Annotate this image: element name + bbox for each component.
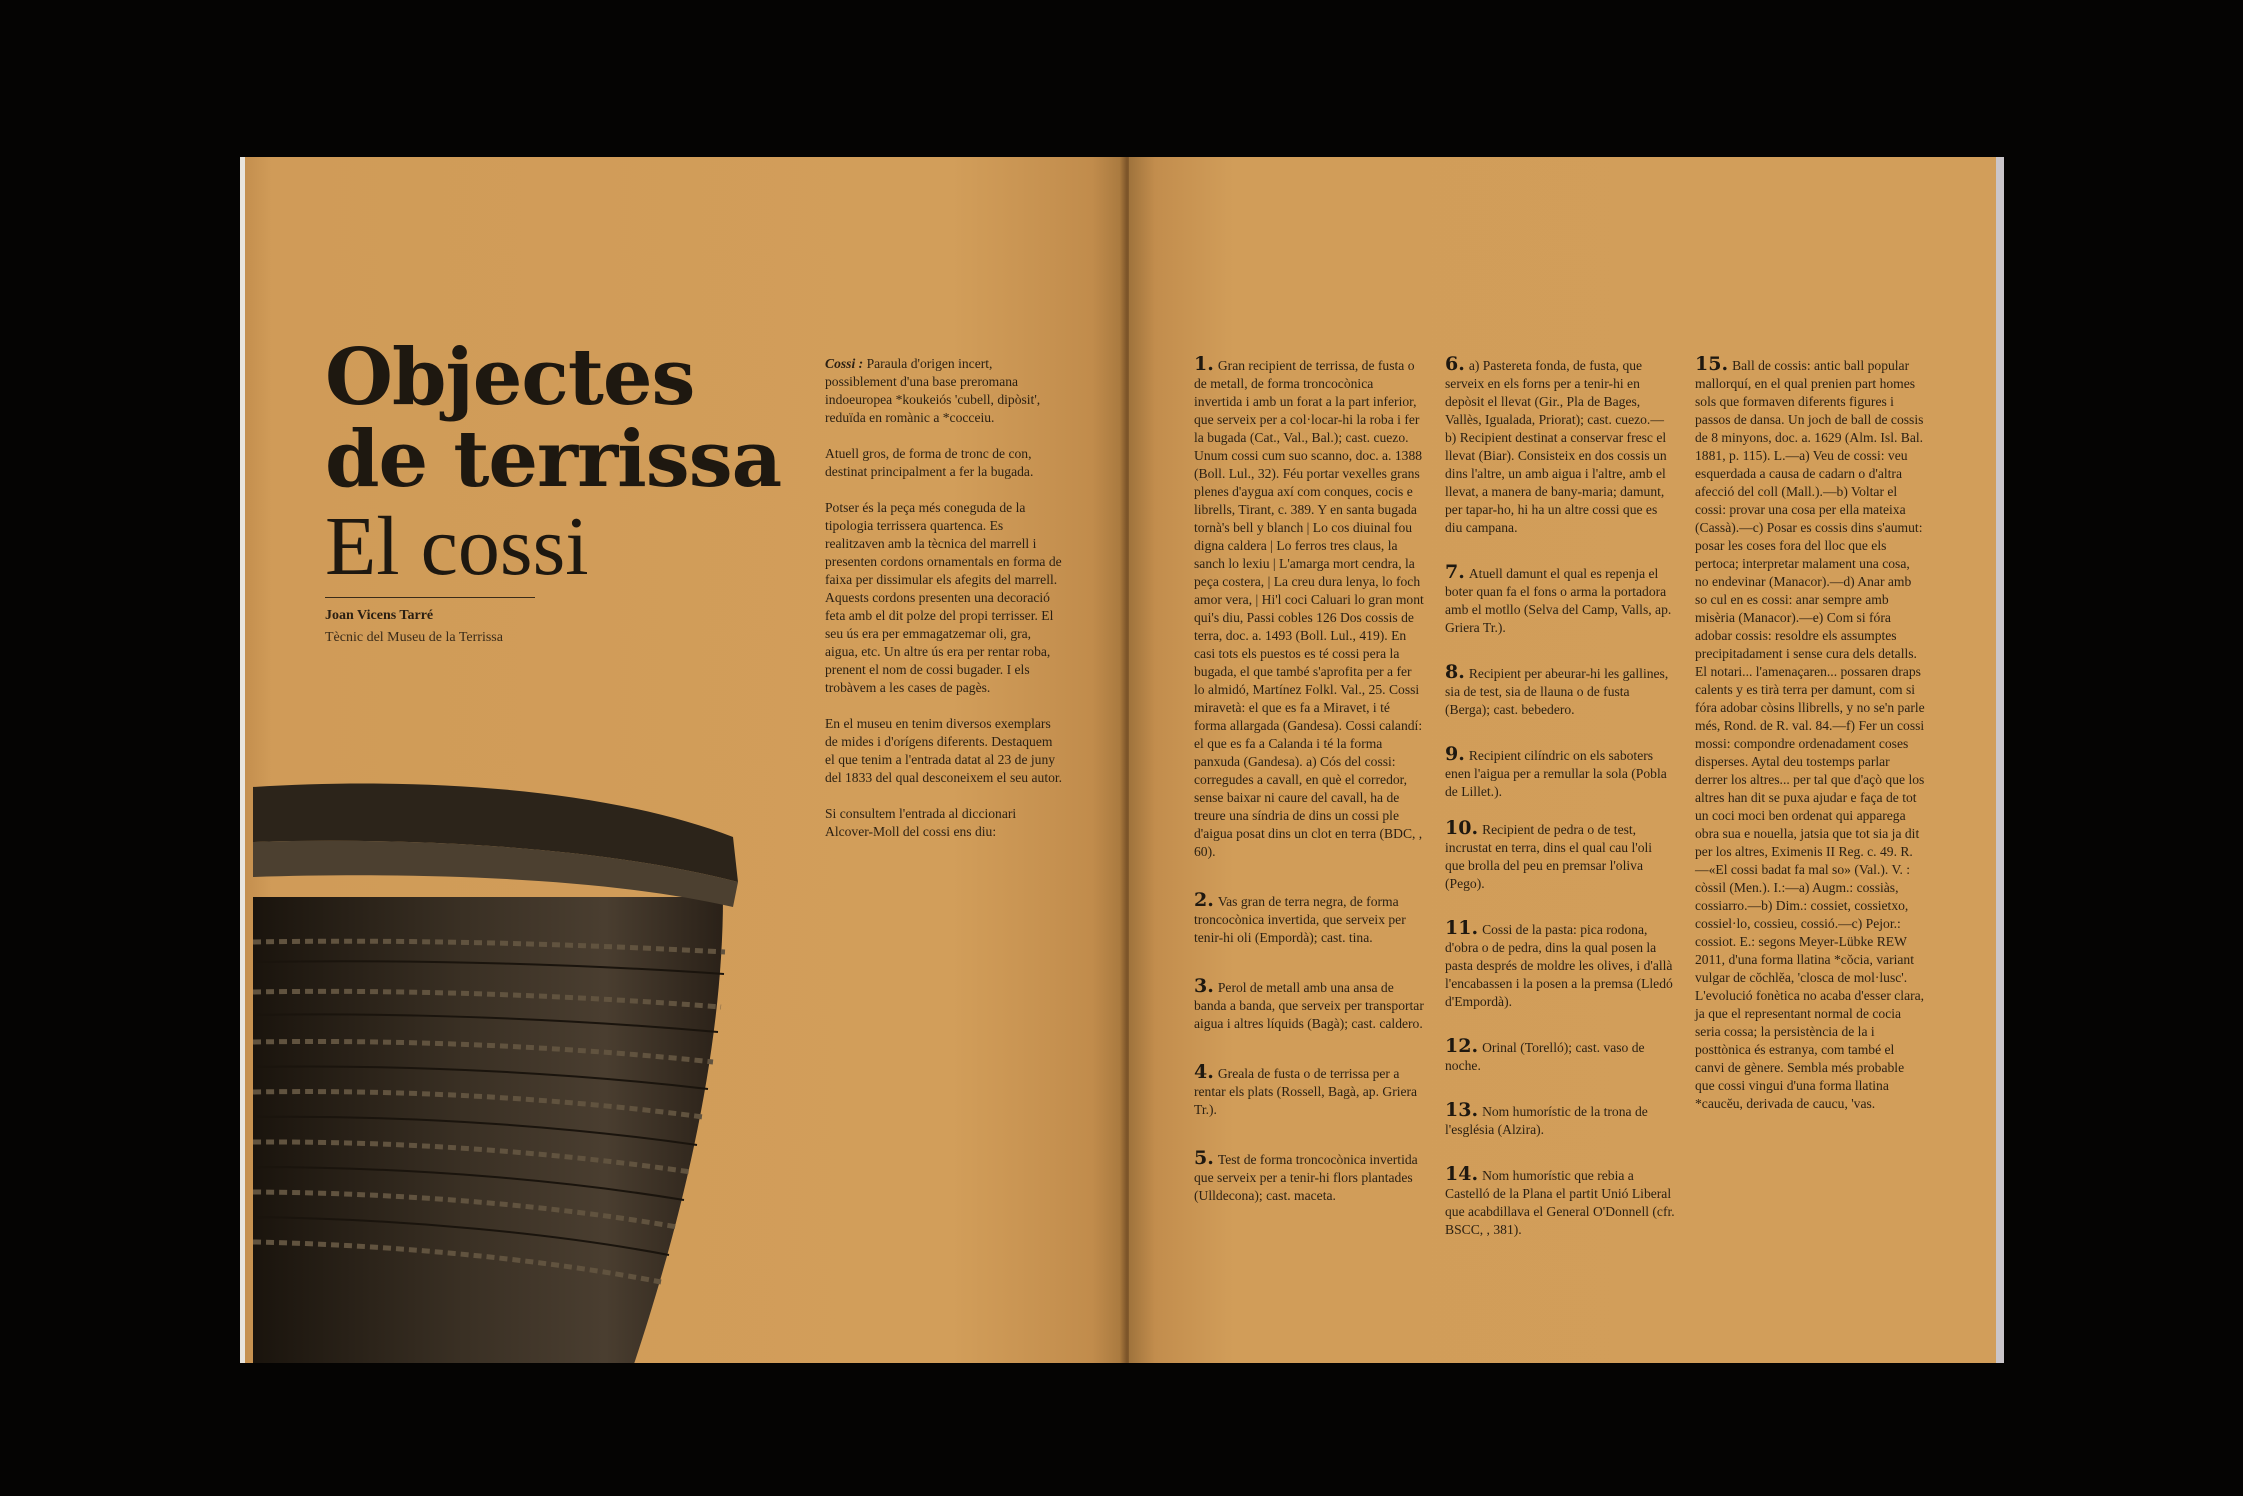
title-line-1: Objectes [325, 332, 695, 423]
intro-paragraph-2: Atuell gros, de forma de tronc de con, destinat principalment a fer la bugada. [825, 446, 1034, 479]
intro-paragraph-1 [825, 355, 1065, 427]
entry-10 [1445, 819, 1675, 893]
entry-text: Cossi de la pasta: pica rodona, d'obra o de pedra, dins la qual posen la pasta després de moldre les olives, i d'allà l'encabassen i la posen a la premsa (Lledó d'Empordà). [1445, 922, 1673, 1009]
entry-number: 1. [1194, 353, 1214, 375]
entry-text: Vas gran de terra negra, de forma troncocònica invertida, que serveix per tenir-hi oli (Empordà); cast. tina. [1194, 894, 1406, 945]
entry-text: Recipient cilíndric on els saboters enen l'aigua per a remullar la sola (Pobla de Lillet.). [1445, 748, 1667, 799]
entry-2 [1194, 891, 1424, 947]
entry-text: Recipient per abeurar-hi les gallines, sia de test, sia de llauna o de fusta (Berga); cast. bebedero. [1445, 666, 1669, 717]
intro-paragraph-1-text: Paraula d'origen incert, possiblement d'una base preromana indoeuropea *koukeiós 'cubell, dipòsit', reduïda en romànic a *cocceiu. [825, 356, 1041, 425]
entry-number: 4. [1194, 1061, 1214, 1083]
right-page [1129, 157, 1998, 1363]
entry-number: 11. [1445, 917, 1479, 939]
entry-number: 14. [1445, 1163, 1479, 1185]
intro-paragraph-5: Si consultem l'entrada al diccionari Alcover-Moll del cossi ens diu: [825, 806, 1017, 839]
entry-5 [1194, 1149, 1424, 1205]
entry-text: Greala de fusta o de terrissa per a rentar els plats (Rossell, Bagà, ap. Griera Tr.). [1194, 1066, 1418, 1117]
intro-text [825, 355, 1065, 859]
entry-6 [1445, 355, 1675, 537]
entry-text: Recipient de pedra o de test, incrustat en terra, dins el qual cau l'oli que brolla del peu en premsar l'oliva (Pego). [1445, 822, 1653, 891]
article-title [325, 332, 782, 505]
entry-9 [1445, 745, 1675, 801]
entry-14 [1445, 1165, 1675, 1239]
entry-11 [1445, 919, 1675, 1011]
article-subtitle: El cossi [325, 500, 589, 593]
entry-text: a) Pastereta fonda, de fusta, que serveix en els forns per a tenir-hi en depòsit el llevat (Gir., Pla de Bages, Vallès, Igualada, Priorat); cast. cuezo.—b) Recipient destinat a conservar fresc el llevat (Biar). Consisteix en dos cossis un dins l'altre, un amb aigua i l'altre, amb el llevat, a manera de bany-maria; damunt, per tapar-ho, hi ha un altre cossi que es diu campana. [1445, 358, 1667, 535]
entry-text: Orinal (Torelló); cast. vaso de noche. [1445, 1040, 1645, 1073]
entry-text: Ball de cossis: antic ball popular mallorquí, en el qual prenien part homes sols que formaven diferents figures i passos de dansa. Un joch de ball de cossis de 8 minyons, doc. a. 1629 (Alm. Isl. Bal. 1881, p. 115). L.—a) Veu de cossi: veu esquerdada a causa de cadarn o d'altra afecció del coll (Mall.).—b) Voltar el cossi: provar una cosa per ella mateixa (Cassà).—c) Posar es cossis dins s'aumut: posar les coses fora del lloc que els pertoca; interpretar malament una cosa, no endevinar (Manacor).—d) Anar amb so cul en es cossi: anar sempre amb misèria (Manacor).—e) Com si fóra adobar cossis: resoldre els assumptes precipitadament i sense cura dels detalls. El notari... l'amenaçaren... possaren draps calents y es tirà terra per damunt, com si fóra adobar còsins llibrells, y no se'n parle més, Rond. de R. val. 84.—f) Fer un cossi mossi: compondre ordenadament coses disperses. Aytal deu tostemps parlar derrer los altres... per tal que d'açò que los altres han dit se puxa ajudar e faça de tot un coci moci ben ordenat qui apparega obra sua e nouella, jatsia que tot sia ja dit per los altres, Eximenis II Reg. c. 49. R. —«El cossi badat fa mal so» (Val.). V. : còssil (Men.). I.:—a) Augm.: cossiàs, cossiarro.—b) Dim.: cossiet, cossietxo, cossiel·lo, cossieu, cossió.—c) Pejor.: cossiot. E.: segons Meyer-Lübke REW 2011, d'una forma llatina *cŏcia, variant vulgar de cŏchlĕa, 'closca de mol·lusc'. L'evolució fonètica no acaba d'esser clara, ja que el representant normal de cocia seria cossa; la persistència de la i posttònica és estranya, com també el canvi de gènere. Sembla més probable que cossi vingui d'una forma llatina *caucĕu, derivada de caucu, 'vas. [1695, 358, 1925, 1111]
entry-number: 8. [1445, 661, 1465, 683]
divider-rule [325, 597, 535, 598]
entry-number: 12. [1445, 1035, 1479, 1057]
entry-number: 13. [1445, 1099, 1479, 1121]
entry-7 [1445, 563, 1675, 637]
intro-paragraph-4: En el museu en tenim diversos exemplars de mides i d'orígens diferents. Destaquem el que tenim a l'entrada datat al 23 de juny del 1833 del qual desconeixem el seu autor. [825, 716, 1063, 785]
author-name: Joan Vicens Tarré [325, 608, 434, 623]
cossi-pot-photo [253, 767, 753, 1363]
entry-number: 2. [1194, 889, 1214, 911]
entry-15 [1695, 355, 1925, 1113]
entry-12 [1445, 1037, 1675, 1075]
entry-number: 5. [1194, 1147, 1214, 1169]
entry-text: Test de forma troncocònica invertida que serveix per a tenir-hi flors plantades (Ulldecona); cast. maceta. [1194, 1152, 1418, 1203]
author-role: Tècnic del Museu de la Terrissa [325, 630, 503, 645]
entry-text: Atuell damunt el qual es repenja el boter quan fa el fons o arma la portadora amb el motllo (Selva del Camp, Valls, ap. Griera Tr.). [1445, 566, 1672, 635]
entry-number: 6. [1445, 353, 1465, 375]
entries-column-3 [1695, 355, 1925, 1131]
entry-text: Nom humorístic que rebia a Castelló de la Plana el partit Unió Liberal que acabdillava el General O'Donnell (cfr. BSCC, , 381). [1445, 1168, 1675, 1237]
entry-number: 9. [1445, 743, 1465, 765]
entry-3 [1194, 977, 1424, 1033]
intro-term: Cossi : [825, 356, 864, 371]
entry-8 [1445, 663, 1675, 719]
entries-column-1 [1194, 355, 1424, 1223]
entry-4 [1194, 1063, 1424, 1119]
title-line-2: de terrissa [325, 414, 782, 505]
intro-paragraph-3: Potser és la peça més coneguda de la tipologia terrissera quartenca. Es realitzaven amb la tècnica del marrell i presenten cordons ornamentals en forma de faixa per dissimular els afegits del marrell. Aquests cordons presenten una decoració feta amb el dit polze del propi terrisser. El seu ús era per emmagatzemar oli, gra, aigua, etc. Un altre ús era per rentar roba, prenent el nom de cossi bugader. I els trobàvem a les cases de pagès. [825, 500, 1062, 695]
entry-number: 7. [1445, 561, 1465, 583]
right-page-edge [1996, 157, 2004, 1363]
left-page [245, 157, 1127, 1363]
entry-text: Gran recipient de terrissa, de fusta o de metall, de forma troncocònica invertida i amb un forat a la part inferior, que serveix per a col·locar-hi la roba i fer la bugada (Cat., Val., Bal.); cast. cuezo. Unum cossi cum suo scanno, doc. a. 1388 (Boll. Lul., 32). Féu portar vexelles grans plenes d'aygua axí com conques, cocis e librells, Tirant, c. 389. Y en santa bugada tornà's bell y blanch | Lo cos diuinal fou digna caldera | Lo ferros tres claus, la sanch lo lexiu | L'amarga mort cendra, la peça costera, | La creu dura lenya, lo foch amor vera, | Hi'l coci Caluari lo gran mont qui's diu, Passi cobles 126 Dos cossis de terra, doc. a. 1493 (Boll. Lul., 419). En casi tots els puestos es té cossi pera la bugada, el que també s'aprofita per a fer lo almidó, Martínez Folkl. Val., 25. Cossi miravetà: el que es fa a Miravet, i té forma allargada (Gandesa). Cossi calandí: el que es fa a Calanda i té la forma panxuda (Gandesa). a) Cós del cossi: corregudes a cavall, en què el corredor, sense baixar ni caure del cavall, ha de treure una síndria de dins un cossi ple d'aigua posat dins un clot en terra (BDC, , 60). [1194, 358, 1424, 859]
entry-text: Perol de metall amb una ansa de banda a banda, que serveix per transportar aigua i altres líquids (Bagà); cast. caldero. [1194, 980, 1424, 1031]
entry-1 [1194, 355, 1424, 861]
entry-13 [1445, 1101, 1675, 1139]
entry-number: 10. [1445, 817, 1479, 839]
entries-column-2 [1445, 355, 1675, 1257]
entry-number: 15. [1695, 353, 1729, 375]
entry-number: 3. [1194, 975, 1214, 997]
entry-text: Nom humorístic de la trona de l'església (Alzira). [1445, 1104, 1648, 1137]
